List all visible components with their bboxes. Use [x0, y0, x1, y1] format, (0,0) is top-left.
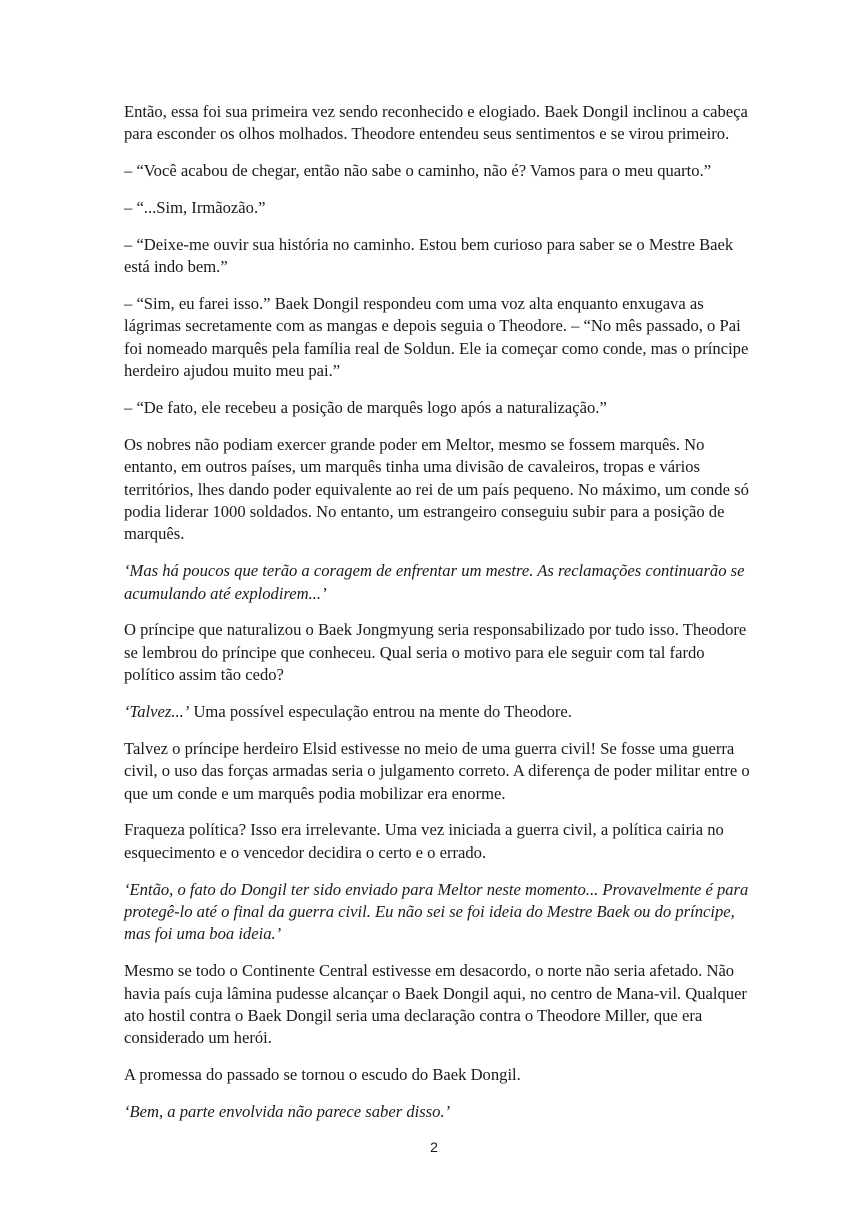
paragraph-7: Os nobres não podiam exercer grande poder em Meltor, mesmo se fossem marquês. No entanto, em outros países, um marquês tinha uma divisão de cavaleiros, tropas e vários territórios, lhes dando poder equivalente ao rei de um país pequeno. No máximo, um conde só podia liderar 1000 soldados. No entanto, um estrangeiro conseguiu subir para a posição de marquês. — [124, 434, 749, 544]
paragraph-2: – “Você acabou de chegar, então não sabe o caminho, não é? Vamos para o meu quarto.” — [124, 161, 712, 181]
paragraph-12: Fraqueza política? Isso era irrelevante. Uma vez iniciada a guerra civil, a política cairia no esquecimento e o vencedor decidira o certo e o errado. — [124, 820, 724, 862]
paragraph-16-thought: ‘Bem, a parte envolvida não parece saber disso.’ — [124, 1102, 451, 1122]
paragraph-4: – “Deixe-me ouvir sua história no caminho. Estou bem curioso para saber se o Mestre Baek está indo bem.” — [124, 234, 734, 277]
paragraph-3: – “...Sim, Irmãozão.” — [124, 198, 266, 217]
page-number: 2 — [430, 1139, 438, 1155]
page-body — [124, 101, 750, 1138]
paragraph-1: Então, essa foi sua primeira vez sendo reconhecido e elogiado. Baek Dongil inclinou a cabeça para esconder os olhos molhados. Theodore entendeu seus sentimentos e se virou primeiro. — [124, 102, 748, 144]
paragraph-10-rest: Uma possível especulação entrou na mente do Theodore. — [189, 702, 572, 722]
paragraph-15: A promessa do passado se tornou o escudo do Baek Dongil. — [124, 1065, 521, 1085]
paragraph-8-thought: ‘Mas há poucos que terão a coragem de enfrentar um mestre. As reclamações continuarão se acumulando até explodirem...’ — [124, 561, 745, 603]
paragraph-13-thought: ‘Então, o fato do Dongil ter sido enviado para Meltor neste momento... Provavelmente é para protegê-lo até o final da guerra civil. Eu não sei se foi ideia do Mestre Baek ou do príncipe, mas foi uma boa ideia.’ — [124, 879, 749, 944]
paragraph-9: O príncipe que naturalizou o Baek Jongmyung seria responsabilizado por tudo isso. Theodore se lembrou do príncipe que conheceu. Qual seria o motivo para ele seguir com tal fardo político assim tão cedo? — [124, 620, 747, 685]
paragraph-11: Talvez o príncipe herdeiro Elsid estivesse no meio de uma guerra civil! Se fosse uma guerra civil, o uso das forças armadas seria o julgamento correto. A diferença de poder militar entre o que um conde e um marquês podia mobilizar era enorme. — [124, 738, 750, 803]
paragraph-5: – “Sim, eu farei isso.” Baek Dongil respondeu com uma voz alta enquanto enxugava as lágrimas secretamente com as mangas e depois seguia o Theodore. – “No mês passado, o Pai foi nomeado marquês pela família real de Soldun. Ele ia começar como conde, mas o príncipe herdeiro ajudou muito meu pai.” — [124, 294, 749, 381]
paragraph-6: – “De fato, ele recebeu a posição de marquês logo após a naturalização.” — [124, 398, 607, 418]
paragraph-10 — [124, 701, 750, 723]
paragraph-14: Mesmo se todo o Continente Central estivesse em desacordo, o norte não seria afetado. Não havia país cuja lâmina pudesse alcançar o Baek Dongil aqui, no centro de Mana-vil. Qualquer ato hostil contra o Baek Dongil seria uma declaração contra o Theodore Miller, que era considerado um herói. — [124, 961, 747, 1048]
paragraph-10-thought: ‘Talvez...’ — [124, 702, 190, 722]
